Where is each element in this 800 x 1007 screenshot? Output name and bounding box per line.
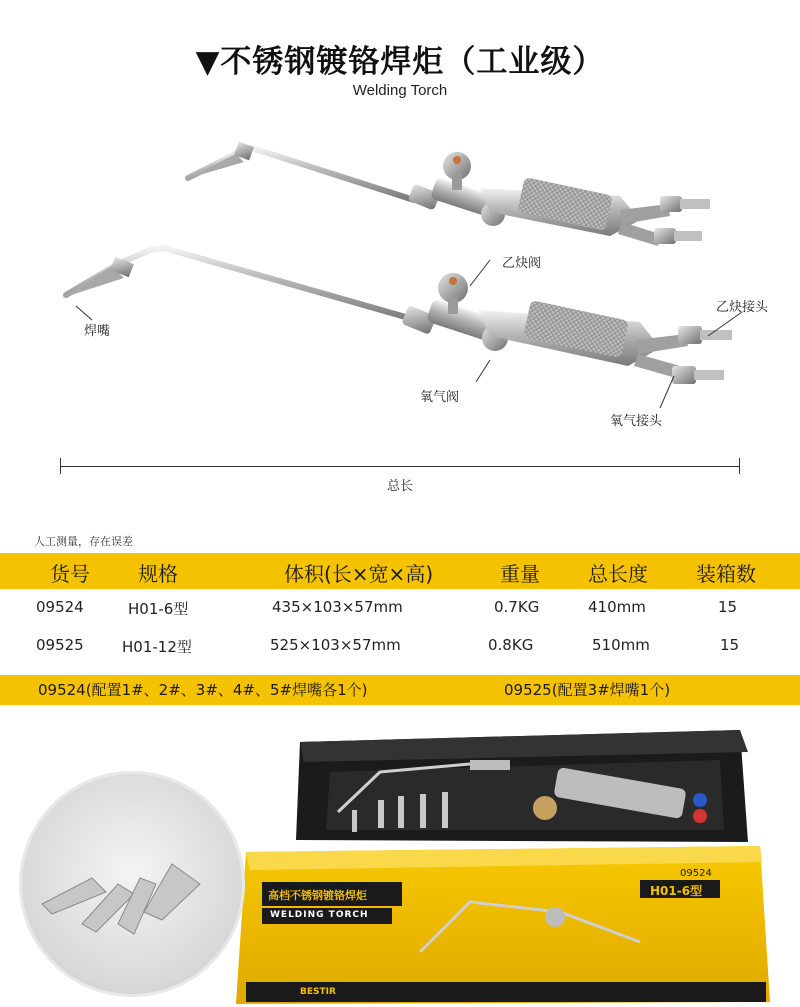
- torch-large: [62, 248, 732, 384]
- total-length-dimension: [60, 455, 740, 494]
- cell-spec: H01-12型: [122, 638, 192, 656]
- header-spec: 规格: [138, 562, 178, 586]
- header-item-no: 货号: [50, 562, 90, 586]
- page-subtitle: Welding Torch: [352, 82, 448, 99]
- config-09525: 09525(配置3#焊嘴1个): [504, 681, 671, 699]
- cell-weight: 0.8KG: [488, 636, 534, 654]
- dimension-tick-right: [739, 458, 740, 474]
- spec-table-header: [0, 553, 800, 589]
- box-brand: BESTIR: [300, 987, 336, 997]
- box-subtitle: WELDING TORCH: [270, 910, 369, 920]
- header-total-length: 总长度: [588, 562, 648, 586]
- cell-item-no: 09525: [36, 636, 84, 654]
- callout-nozzle: 焊嘴: [84, 324, 111, 339]
- nozzle-tips-illustration: [22, 774, 242, 994]
- measurement-note: 人工测量，存在误差: [34, 535, 133, 548]
- torch-small: [186, 142, 710, 246]
- callout-oxygen-joint: 氧气接头: [610, 414, 663, 429]
- header-volume: 体积(长×宽×高): [284, 562, 434, 586]
- cell-volume: 525×103×57mm: [270, 636, 401, 654]
- header-box-qty: 装箱数: [696, 562, 756, 586]
- total-length-label: 总长: [386, 479, 413, 494]
- cell-box-qty: 15: [720, 636, 740, 654]
- cell-weight: 0.7KG: [494, 598, 540, 616]
- config-banner: [0, 675, 800, 705]
- nozzle-tips-closeup: [22, 774, 242, 994]
- cell-total-length: 410mm: [588, 598, 646, 616]
- callout-acetylene-valve: 乙炔阀: [502, 256, 542, 271]
- config-09524: 09524(配置1#、2#、3#、4#、5#焊嘴各1个): [38, 681, 368, 699]
- torch-diagram: [0, 110, 800, 450]
- dimension-line: [60, 466, 740, 467]
- table-row: [0, 636, 800, 666]
- cell-box-qty: 15: [718, 598, 738, 616]
- cell-volume: 435×103×57mm: [272, 598, 403, 616]
- page-title: ▼不锈钢镀铬焊炬（工业级）: [195, 44, 605, 80]
- cell-spec: H01-6型: [128, 600, 189, 618]
- box-model: H01-6型: [650, 884, 703, 898]
- cell-total-length: 510mm: [592, 636, 650, 654]
- table-row: [0, 598, 800, 628]
- cell-item-no: 09524: [36, 598, 84, 616]
- dimension-tick-left: [60, 458, 61, 474]
- box-code: 09524: [680, 868, 712, 879]
- header-weight: 重量: [500, 562, 540, 586]
- callout-oxygen-valve: 氧气阀: [420, 390, 460, 405]
- box-title: 高档不锈钢镀铬焊炬: [268, 889, 367, 902]
- callout-acetylene-joint: 乙炔接头: [716, 300, 769, 315]
